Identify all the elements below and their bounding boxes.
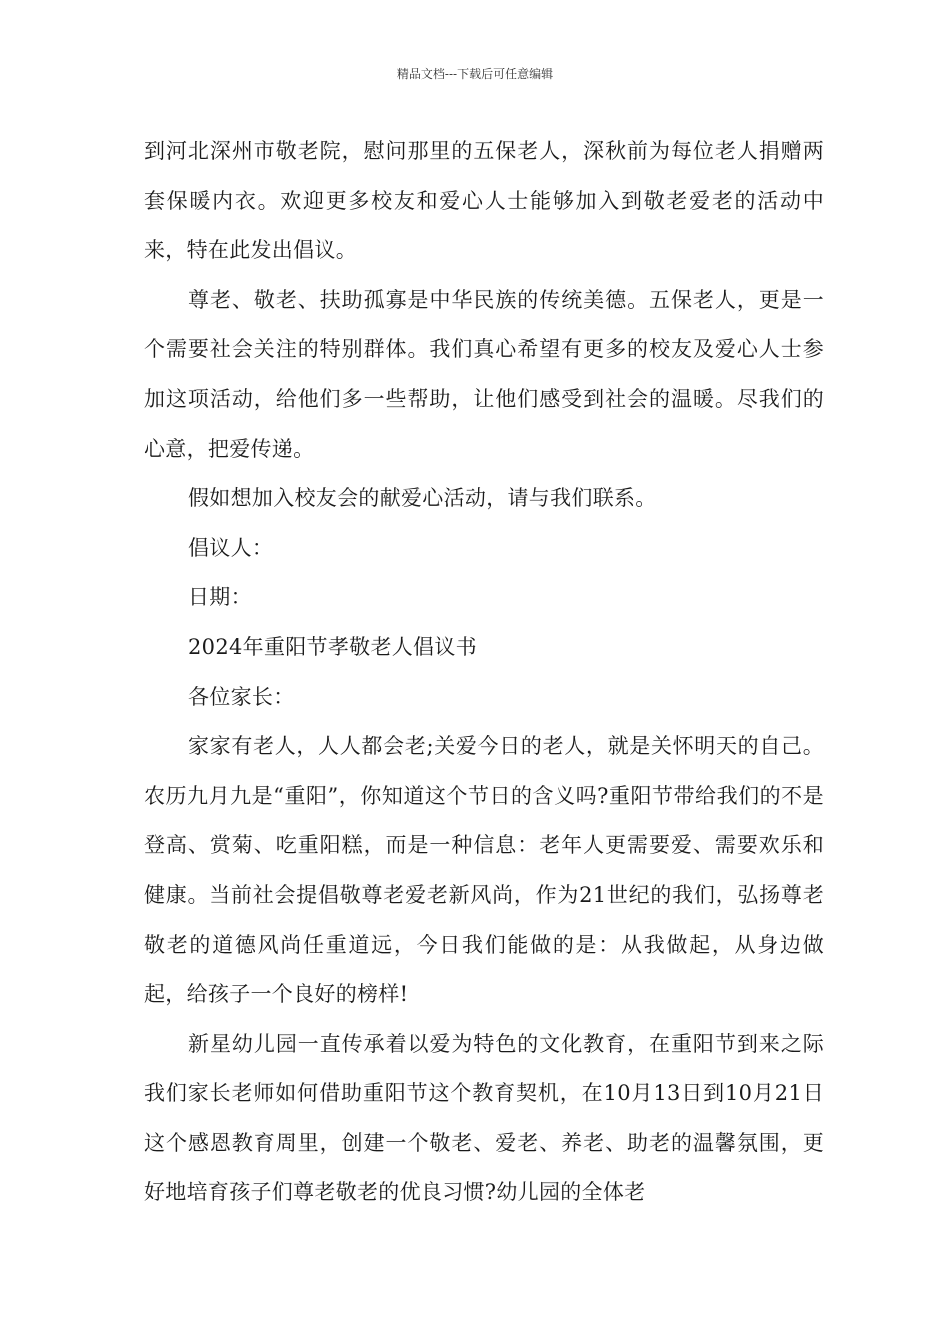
paragraph-elders: 家家有老人，人人都会老;关爱今日的老人，就是关怀明天的自己。农历九月九是“重阳”，你知道这个节日的含义吗?重阳节带给我们的不是登高、赏菊、吃重阳糕，而是一种信息：老年人更需要爱、需要欢乐和健康。当前社会提倡敬尊老爱老新风尚，作为21世纪的我们，弘扬尊老敬老的道德风尚任重道远，今日我们能做的是：从我做起，从身边做起，给孩子一个良好的榜样!: [144, 734, 824, 1007]
salutation: 各位家长：: [188, 684, 295, 709]
initiator-label: 倡议人：: [188, 535, 274, 560]
paragraph-kindergarten: 新星幼儿园一直传承着以爱为特色的文化教育，在重阳节到来之际我们家长老师如何借助重阳节这个教育契机，在10月13日到10月21日这个感恩教育周里，创建一个敬老、爱老、养老、助老的温馨氛围，更好地培育孩子们尊老敬老的优良习惯?幼儿园的全体老: [144, 1031, 824, 1205]
paragraph-continuation: 到河北深州市敬老院，慰问那里的五保老人，深秋前为每位老人捐赠两套保暖内衣。欢迎更多校友和爱心人士能够加入到敬老爱老的活动中来，特在此发出倡议。: [144, 139, 824, 263]
document-body: [144, 127, 824, 1218]
page-header: 精品文档---下载后可任意编辑: [396, 67, 554, 81]
paragraph-contact: 假如想加入校友会的献爱心活动，请与我们联系。: [188, 486, 657, 511]
paragraph-virtue: 尊老、敬老、扶助孤寡是中华民族的传统美德。五保老人，更是一个需要社会关注的特别群体。我们真心希望有更多的校友及爱心人士参加这项活动，给他们多一些帮助，让他们感受到社会的温暖。尽我们的心意，把爱传递。: [144, 287, 824, 461]
document-title: 2024年重阳节孝敬老人倡议书: [188, 634, 477, 659]
date-label: 日期：: [188, 585, 252, 610]
